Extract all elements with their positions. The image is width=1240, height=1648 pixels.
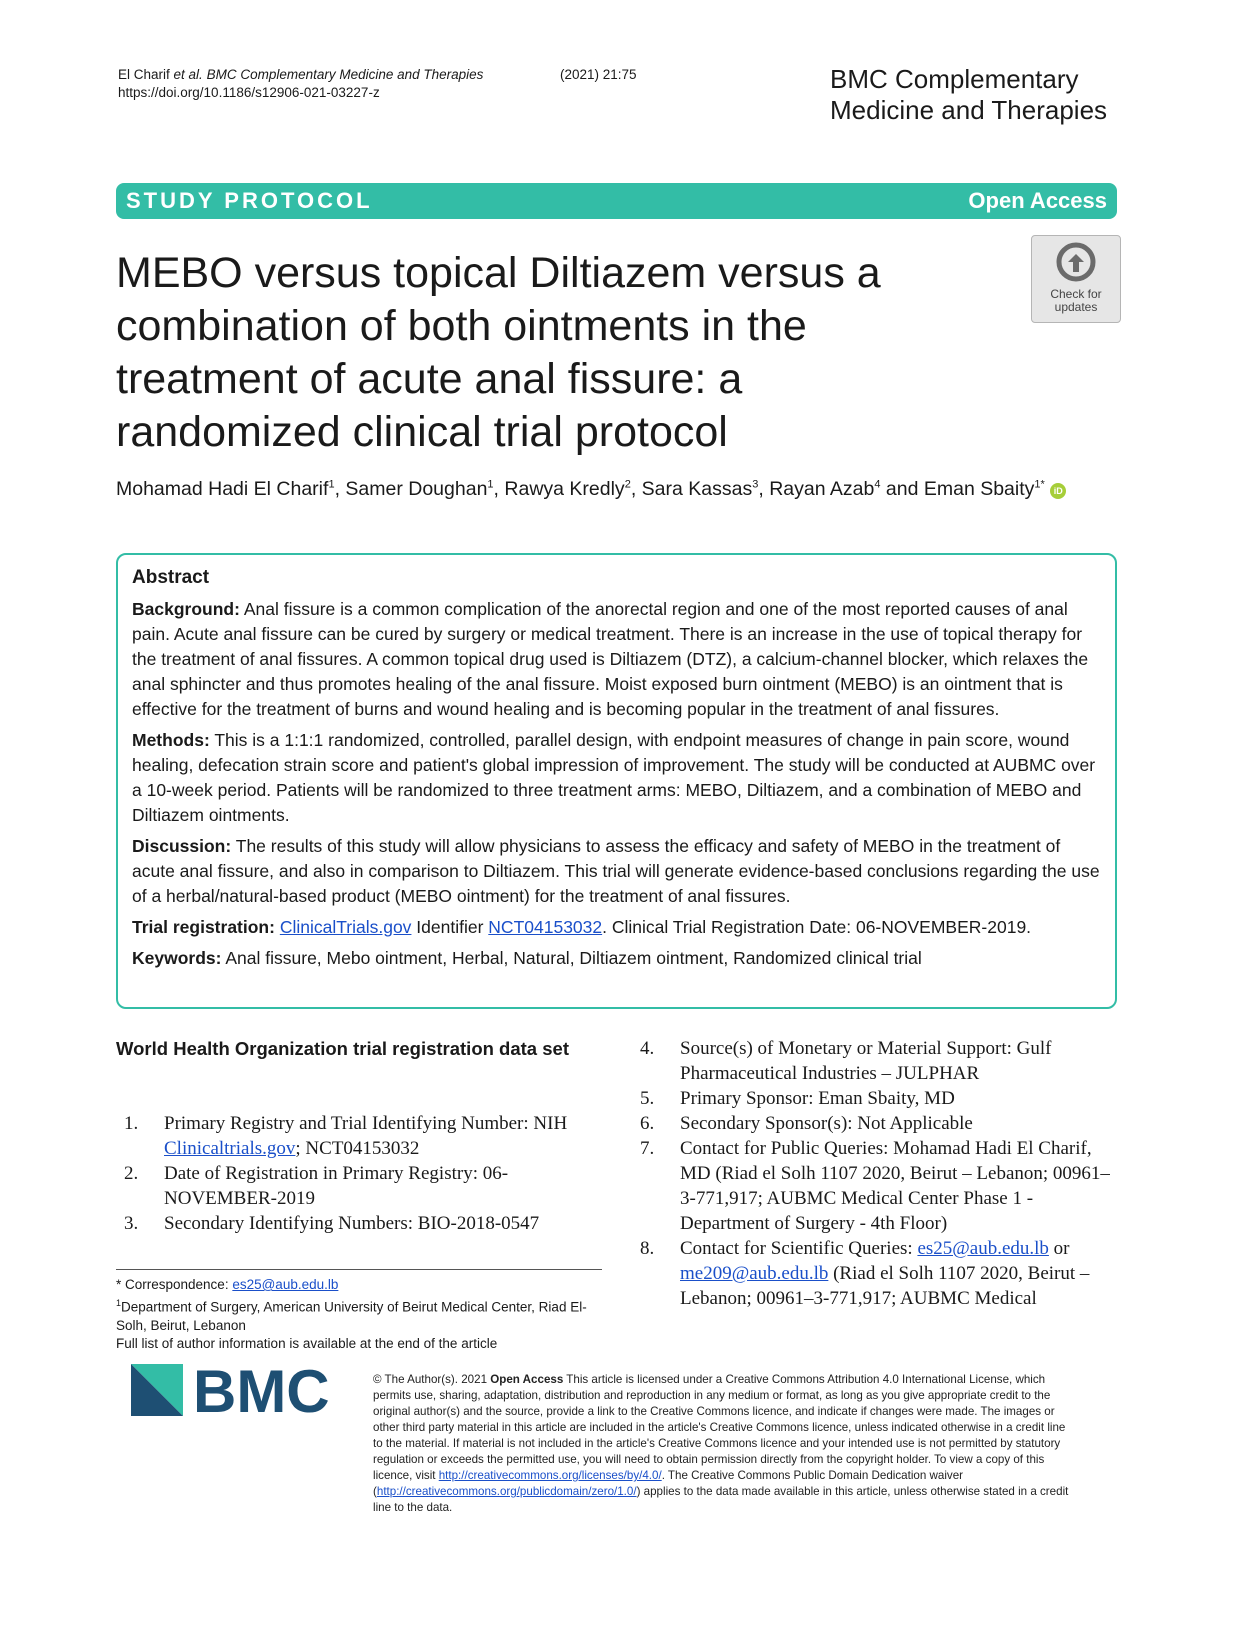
item-text-tail: ; NCT04153032	[295, 1138, 420, 1159]
license-body-2: . The Creative Commons Public Domain Dedication waiver (	[373, 1469, 964, 1498]
author-separator: and	[880, 478, 924, 500]
item-text-tail: (Riad el Solh 1107 2020, Beirut – Lebanon; 00961–3-771,917; AUBMC Medical	[680, 1263, 1090, 1309]
who-list-left	[124, 1111, 604, 1236]
full-author-info-note: Full list of author information is available at the end of the article	[116, 1335, 498, 1351]
article-type: STUDY PROTOCOL	[126, 188, 373, 213]
abstract-methods	[132, 728, 1102, 828]
bmc-logo-icon	[131, 1356, 371, 1424]
item-text: Source(s) of Monetary or Material Support: Gulf Pharmaceutical Industries – JULPHAR	[680, 1038, 1052, 1084]
license-body-3: ) applies to the data made available in this article, unless otherwise stated in a credit line to the data.	[373, 1485, 1069, 1514]
citation-etal: et al.	[173, 67, 203, 82]
bmc-logo-text: BMC	[193, 1358, 330, 1424]
who-list-right	[640, 1036, 1120, 1311]
orcid-icon[interactable]: iD	[1050, 483, 1066, 499]
cc-by-link[interactable]: http://creativecommons.org/licenses/by/4.0/	[438, 1469, 662, 1482]
author-affiliation: 1	[487, 478, 494, 491]
nct-link[interactable]: NCT04153032	[488, 917, 603, 937]
list-item	[640, 1136, 1120, 1236]
abstract-discussion	[132, 834, 1102, 909]
author-list	[116, 478, 1066, 501]
author-name: Samer Doughan	[345, 478, 488, 500]
check-updates-line2: updates	[1054, 300, 1098, 314]
item-number: 3.	[124, 1213, 139, 1234]
citation	[118, 66, 637, 102]
correspondence-line	[116, 1276, 606, 1294]
item-text: Contact for Scientific Queries:	[680, 1238, 918, 1259]
list-item	[124, 1161, 604, 1211]
list-item	[124, 1211, 604, 1236]
keywords-label: Keywords:	[132, 948, 222, 968]
item-number: 4.	[640, 1038, 655, 1059]
citation-journal: BMC Complementary Medicine and Therapies	[202, 67, 484, 82]
list-item	[124, 1111, 604, 1161]
author-separator: ,	[758, 478, 770, 500]
author-affiliation: 4	[874, 478, 881, 491]
item-text: Contact for Public Queries: Mohamad Hadi El Charif, MD (Riad el Solh 1107 2020, Beirut – Lebanon; 00961–3-771,917; AUBMC Medical Center Phase 1 - Department of Surgery - 4th Floor)	[680, 1138, 1110, 1234]
author-separator: ,	[493, 478, 505, 500]
background-text: Anal fissure is a common complication of the anorectal region and one of the most reported causes of anal pain. Acute anal fissure can be cured by surgery or medical treatment. There is an increase in the use of topical therapy for the treatment of anal fissures. A common topical drug used is Diltiazem (DTZ), a calcium-channel blocker, which relaxes the anal sphincter and thus promotes healing of the anal fissure. Moist exposed burn ointment (MEBO) is an ointment that is effective for the treatment of burns and wound healing and is becoming popular in the treatment of anal fissures.	[132, 599, 1089, 719]
item-text: Primary Registry and Trial Identifying Number: NIH	[164, 1113, 568, 1134]
author-separator: ,	[630, 478, 642, 500]
author-2[interactable]	[345, 478, 493, 500]
discussion-label: Discussion:	[132, 836, 232, 856]
clinicaltrials-gov-link[interactable]: Clinicaltrials.gov	[164, 1138, 296, 1159]
author-name: Eman Sbaity	[923, 478, 1035, 500]
affiliation-number: 1	[116, 1298, 122, 1308]
author-5[interactable]	[769, 478, 880, 500]
journal-name	[830, 64, 1107, 126]
license-body: This article is licensed under a Creative Commons Attribution 4.0 International License, which permits use, sharing, adaptation, distribution and reproduction in any medium or format, as long as you give appropriate credit to the original author(s) and the source, provide a link to the Creative Commons licence, and indicate if changes were made. The images or other third party material in this article are included in the article's Creative Commons licence, unless indicated otherwise in a credit line to the material. If material is not included in the article's Creative Commons licence and your intended use is not permitted by statutory regulation or exceeds the permitted use, you will need to obtain permission directly from the copyright holder. To view a copy of this licence, visit	[373, 1373, 1066, 1482]
correspondence-footnote	[116, 1276, 606, 1353]
item-number: 6.	[640, 1113, 655, 1134]
doi-link[interactable]: https://doi.org/10.1186/s12906-021-03227-z	[118, 85, 380, 100]
open-access-label: Open Access	[968, 188, 1107, 213]
abstract-trial-registration	[132, 915, 1102, 940]
author-separator: ,	[334, 478, 346, 500]
author-affiliation: 1*	[1034, 478, 1045, 491]
author-1[interactable]	[116, 478, 335, 500]
author-name: Rayan Azab	[769, 478, 875, 500]
check-for-updates-button[interactable]	[1031, 235, 1121, 323]
author-3[interactable]	[504, 478, 630, 500]
discussion-text: The results of this study will allow physicians to assess the efficacy and safety of MEBO in the treatment of acute anal fissure, and also in comparison to Diltiazem. This trial will generate evidence-based conclusions regarding the use of a herbal/natural-based product (MEBO ointment) for the treatment of anal fissures.	[132, 836, 1100, 906]
journal-name-line1: BMC Complementary	[830, 64, 1079, 94]
author-6[interactable]	[924, 478, 1045, 500]
keywords-text: Anal fissure, Mebo ointment, Herbal, Natural, Diltiazem ointment, Randomized clinical trial	[221, 948, 922, 968]
list-item	[640, 1086, 1120, 1111]
methods-label: Methods:	[132, 730, 210, 750]
author-affiliation: 1	[328, 478, 335, 491]
clinicaltrials-link[interactable]: ClinicalTrials.gov	[279, 917, 412, 937]
footnote-divider	[116, 1269, 602, 1270]
abstract-background	[132, 597, 1102, 722]
license-open-access: Open Access	[490, 1373, 564, 1386]
author-name: Mohamad Hadi El Charif	[116, 478, 329, 500]
trial-end: . Clinical Trial Registration Date: 06-NOVEMBER-2019.	[602, 917, 1032, 937]
abstract-box	[116, 553, 1117, 1009]
list-item	[640, 1036, 1120, 1086]
trial-label: Trial registration:	[132, 917, 275, 937]
check-updates-icon	[1056, 242, 1096, 282]
background-label: Background:	[132, 599, 240, 619]
author-affiliation: 2	[624, 478, 631, 491]
citation-year: (2021) 21:75	[560, 67, 637, 82]
author-name: Sara Kassas	[641, 478, 753, 500]
abstract-keywords	[132, 946, 1102, 971]
article-type-banner	[116, 183, 1117, 219]
author-name: Rawya Kredly	[504, 478, 625, 500]
methods-text: This is a 1:1:1 randomized, controlled, parallel design, with endpoint measures of change in pain score, wound healing, defecation strain score and patient's global impression of improvement. The study will be conducted at AUBMC over a 10-week period. Patients will be randomized to three treatment arms: MEBO, Diltiazem, and a combination of MEBO and Diltiazem ointments.	[132, 730, 1096, 825]
trial-mid: Identifier	[411, 917, 489, 937]
item-number: 5.	[640, 1088, 655, 1109]
item-text: Secondary Identifying Numbers: BIO-2018-0547	[164, 1213, 540, 1234]
author-affiliation: 3	[752, 478, 759, 491]
list-item	[640, 1236, 1120, 1311]
article-title: MEBO versus topical Diltiazem versus a combination of both ointments in the treatment of acute anal fissure: a randomized clinical trial protocol	[116, 249, 881, 456]
cc-zero-link[interactable]: http://creativecommons.org/publicdomain/zero/1.0/	[376, 1485, 637, 1498]
citation-authors: El Charif	[118, 67, 174, 82]
correspondence-email-link[interactable]: es25@aub.edu.lb	[232, 1277, 339, 1292]
license-copyright: © The Author(s). 2021	[373, 1373, 491, 1386]
correspondence-label: * Correspondence:	[116, 1277, 233, 1292]
affiliation-line	[116, 1294, 606, 1335]
item-or: or	[1048, 1238, 1070, 1259]
bmc-logo	[131, 1356, 371, 1424]
email-link-me209[interactable]: me209@aub.edu.lb	[680, 1263, 829, 1284]
item-text: Primary Sponsor: Eman Sbaity, MD	[680, 1088, 955, 1109]
item-text: Secondary Sponsor(s): Not Applicable	[680, 1113, 973, 1134]
item-text: Date of Registration in Primary Registry: 06-NOVEMBER-2019	[164, 1163, 509, 1209]
abstract-heading: Abstract	[132, 567, 210, 588]
item-number: 1.	[124, 1113, 139, 1134]
check-updates-text	[1032, 288, 1120, 314]
who-heading: World Health Organization trial registration data set	[116, 1038, 569, 1059]
item-number: 7.	[640, 1138, 655, 1159]
author-4[interactable]	[642, 478, 759, 500]
item-number: 8.	[640, 1238, 655, 1259]
license-text	[373, 1372, 1073, 1516]
affiliation-text: Department of Surgery, American University of Beirut Medical Center, Riad El-Solh, Beirut, Lebanon	[116, 1299, 587, 1333]
list-item	[640, 1111, 1120, 1136]
item-number: 2.	[124, 1163, 139, 1184]
check-updates-line1: Check for	[1050, 287, 1102, 301]
journal-name-line2: Medicine and Therapies	[830, 95, 1108, 125]
email-link-es25[interactable]: es25@aub.edu.lb	[917, 1238, 1049, 1259]
